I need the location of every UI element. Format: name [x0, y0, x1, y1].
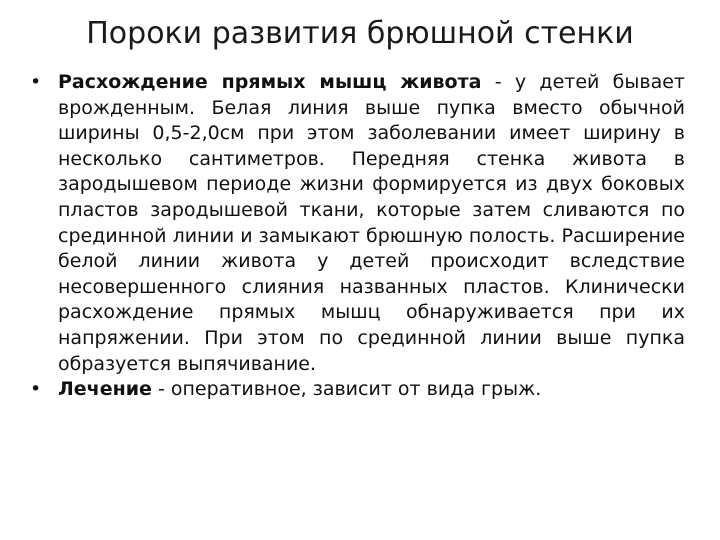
- bullet-icon: •: [30, 378, 42, 401]
- bullet-term: Лечение: [58, 378, 152, 401]
- bullet-text: - оперативное, зависит от вида грыж.: [151, 378, 542, 401]
- bullet-text: - у детей бывает врожденным. Белая линия выше пупка вместо обычной ширины 0,5-2,0см при этом заболевании имеет ширину в несколько сантиметров. Передняя стенка живота в зародышевом периоде жизни формируется из двух боковых пластов зародышевой ткани, которые затем сливаются по срединной линии и замыкают брюшную полость. Расширение белой линии живота у детей происходит вследствие несовершенного слияния названных пластов. Клинически расхождение прямых мышц обнаруживается при их напряжении. При этом по срединной линии выше пупка образуется выпячивание.: [58, 71, 685, 375]
- slide-title: Пороки развития брюшной стенки: [86, 16, 634, 51]
- bullet-term: Расхождение прямых мышц живота: [58, 71, 482, 93]
- bullet-item-treatment: [30, 377, 685, 403]
- bullet-item-diastasis: [30, 70, 685, 377]
- bullet-icon: •: [30, 71, 42, 93]
- bullet-list: [30, 70, 685, 403]
